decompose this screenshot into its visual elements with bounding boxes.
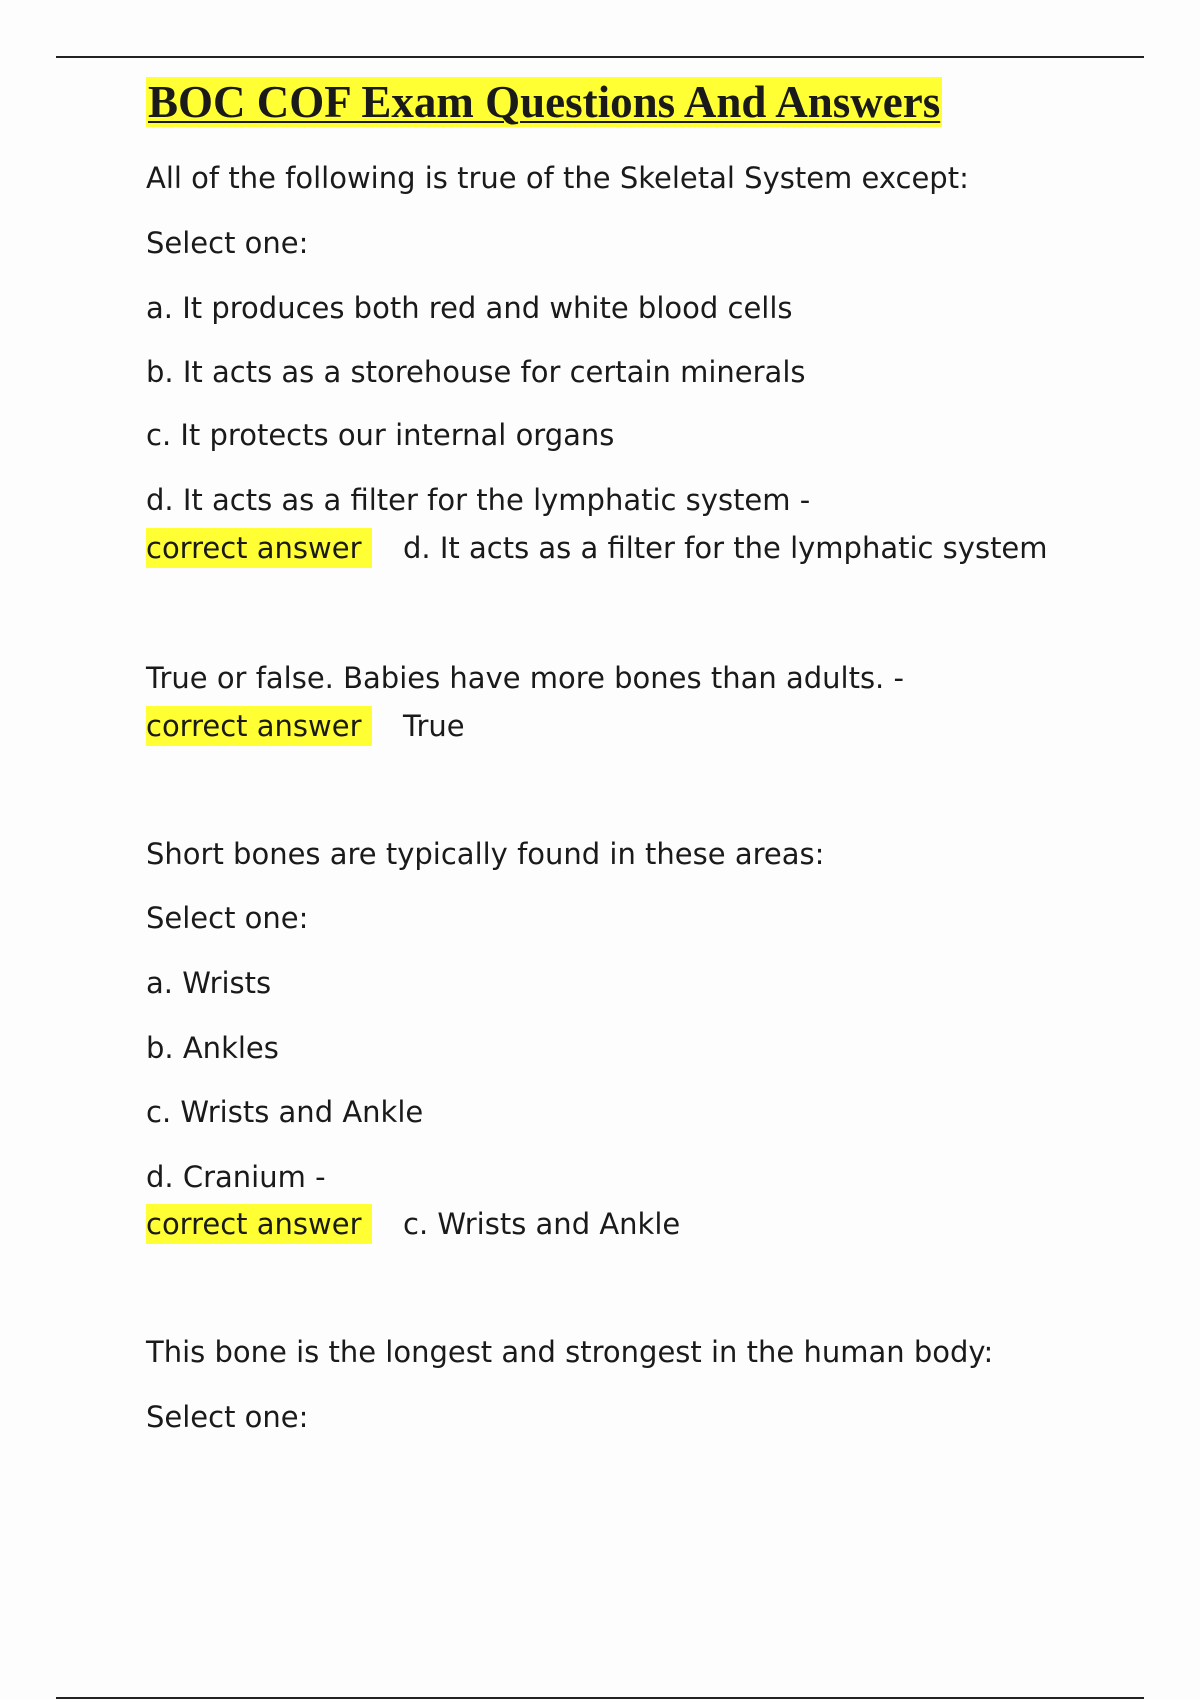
correct-answer-label: correct answer: [146, 1204, 372, 1244]
correct-answer-label: correct answer: [146, 528, 372, 568]
question-1-option-c: c. It protects our internal organs: [146, 418, 615, 452]
bottom-rule: [56, 1697, 1144, 1699]
question-3-prompt: Select one:: [146, 901, 309, 935]
question-4-stem: This bone is the longest and strongest in the human body:: [146, 1335, 994, 1369]
document-title: [146, 74, 942, 130]
question-3-option-d: d. Cranium -: [146, 1160, 326, 1194]
question-2-stem: True or false. Babies have more bones than adults. -: [146, 661, 904, 695]
question-3-answer: c. Wrists and Ankle: [403, 1207, 681, 1241]
question-1-prompt: Select one:: [146, 226, 309, 260]
question-1-answer: d. It acts as a filter for the lymphatic system: [403, 531, 1048, 565]
question-1-option-b: b. It acts as a storehouse for certain minerals: [146, 355, 806, 389]
question-1-stem: All of the following is true of the Skeletal System except:: [146, 161, 969, 195]
question-2-answer-row: [146, 706, 465, 746]
top-rule: [56, 56, 1144, 58]
title-highlight: BOC COF Exam Questions And Answers: [148, 77, 941, 127]
question-1-option-a: a. It produces both red and white blood cells: [146, 291, 793, 325]
question-4-prompt: Select one:: [146, 1400, 309, 1434]
question-2-answer: True: [403, 709, 465, 743]
question-3-option-c: c. Wrists and Ankle: [146, 1095, 424, 1129]
question-1-answer-row: [146, 528, 1048, 568]
question-3-option-b: b. Ankles: [146, 1031, 279, 1065]
question-1-option-d: d. It acts as a filter for the lymphatic system -: [146, 483, 811, 517]
question-3-option-a: a. Wrists: [146, 966, 272, 1000]
question-3-stem: Short bones are typically found in these areas:: [146, 837, 825, 871]
correct-answer-label: correct answer: [146, 706, 372, 746]
question-3-answer-row: [146, 1204, 681, 1244]
